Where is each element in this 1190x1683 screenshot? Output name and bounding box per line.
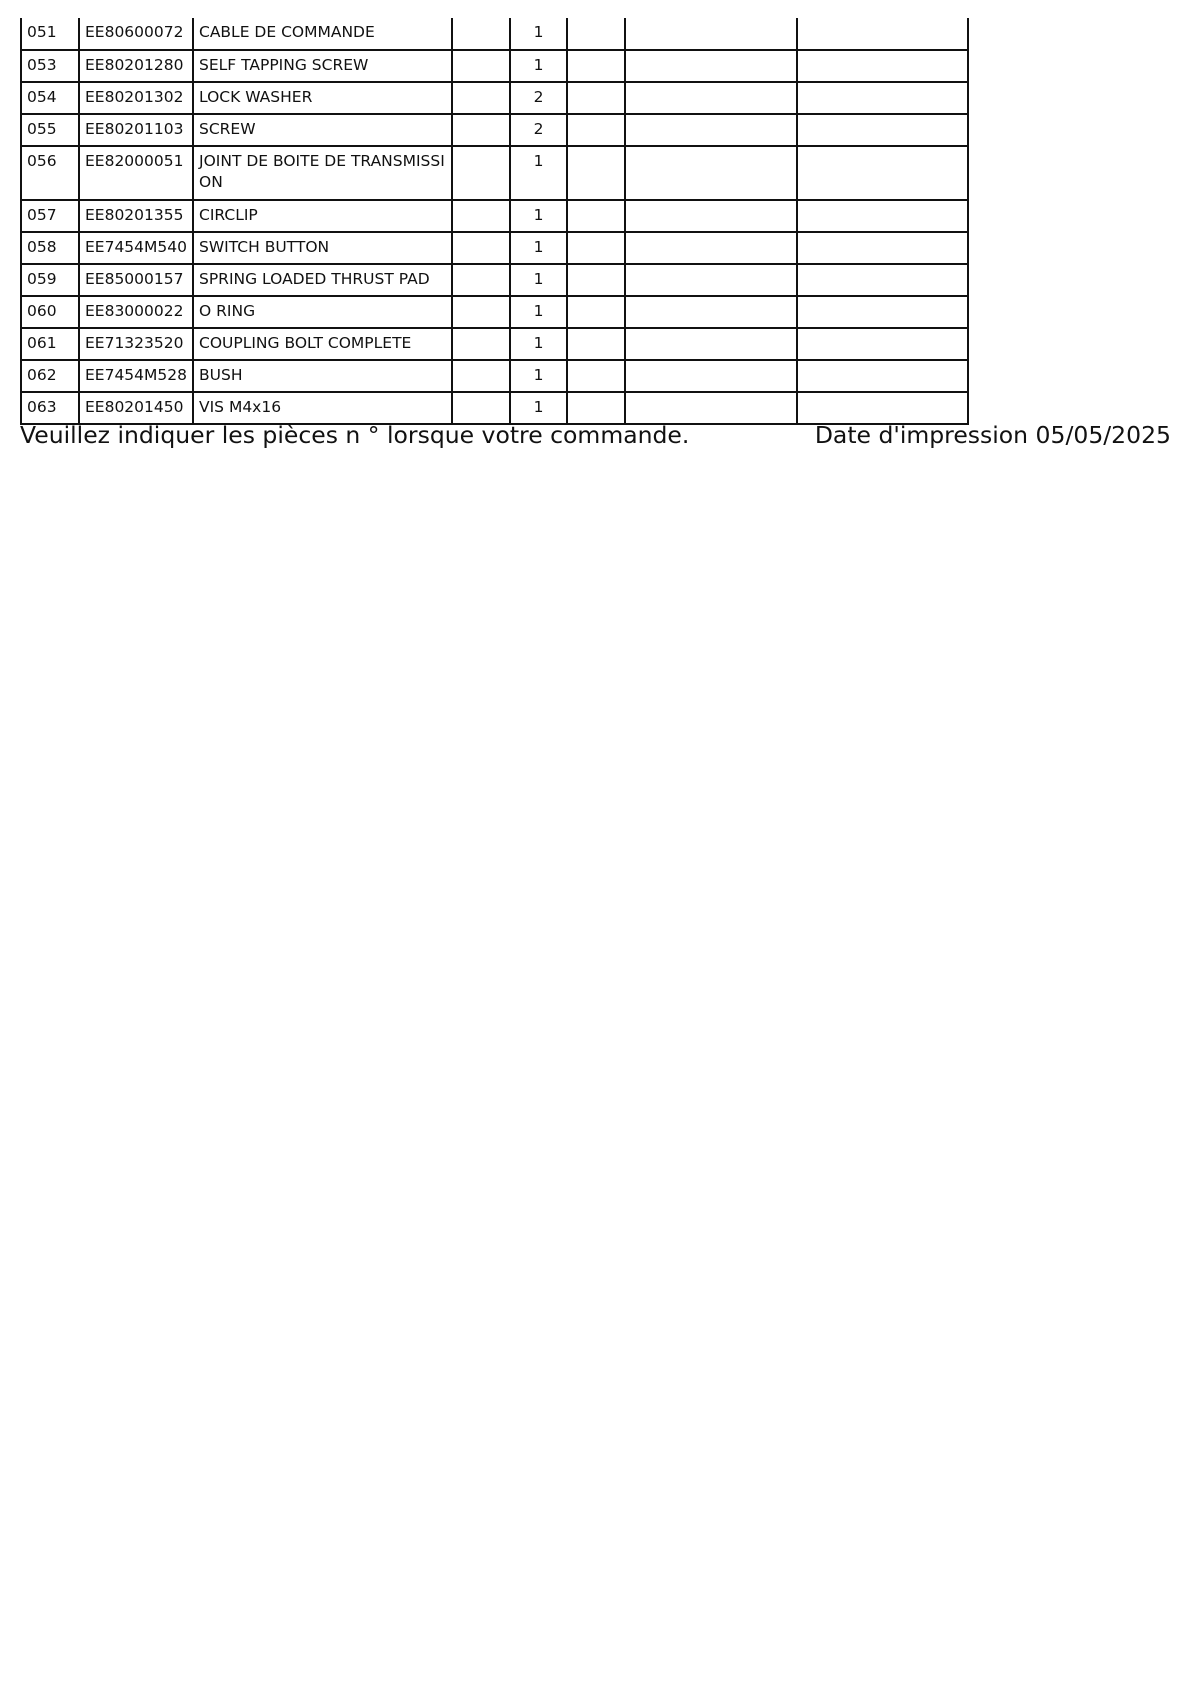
description-cell: VIS M4x16 [193, 392, 452, 424]
empty-cell [452, 50, 510, 82]
part-number-cell: 057 [21, 200, 79, 232]
empty-cell [797, 392, 968, 424]
empty-cell [452, 146, 510, 200]
empty-cell [452, 296, 510, 328]
empty-cell [625, 200, 797, 232]
part-number-cell: 060 [21, 296, 79, 328]
empty-cell [625, 146, 797, 200]
description-cell: JOINT DE BOITE DE TRANSMISSION [193, 146, 452, 200]
empty-cell [452, 114, 510, 146]
empty-cell [797, 264, 968, 296]
quantity-cell: 1 [510, 264, 567, 296]
empty-cell [567, 200, 625, 232]
quantity-cell: 1 [510, 360, 567, 392]
empty-cell [452, 328, 510, 360]
table-row [21, 296, 968, 328]
quantity-cell: 1 [510, 146, 567, 200]
reference-cell: EE80201280 [79, 50, 193, 82]
table-row [21, 114, 968, 146]
empty-cell [452, 264, 510, 296]
quantity-cell: 1 [510, 296, 567, 328]
empty-cell [625, 82, 797, 114]
empty-cell [625, 264, 797, 296]
quantity-cell: 1 [510, 18, 567, 50]
description-cell: CABLE DE COMMANDE [193, 18, 452, 50]
part-number-cell: 058 [21, 232, 79, 264]
reference-cell: EE80201302 [79, 82, 193, 114]
empty-cell [797, 18, 968, 50]
quantity-cell: 2 [510, 114, 567, 146]
empty-cell [625, 360, 797, 392]
empty-cell [452, 200, 510, 232]
description-cell: LOCK WASHER [193, 82, 452, 114]
part-number-cell: 055 [21, 114, 79, 146]
empty-cell [797, 328, 968, 360]
table-row [21, 146, 968, 200]
quantity-cell: 1 [510, 328, 567, 360]
part-number-cell: 063 [21, 392, 79, 424]
table-row [21, 18, 968, 50]
quantity-cell: 2 [510, 82, 567, 114]
order-instruction-note: Veuillez indiquer les pièces n ° lorsque votre commande. [20, 421, 690, 449]
empty-cell [797, 50, 968, 82]
table-row [21, 232, 968, 264]
empty-cell [797, 360, 968, 392]
part-number-cell: 061 [21, 328, 79, 360]
empty-cell [625, 50, 797, 82]
empty-cell [567, 18, 625, 50]
quantity-cell: 1 [510, 200, 567, 232]
reference-cell: EE85000157 [79, 264, 193, 296]
empty-cell [625, 232, 797, 264]
reference-cell: EE80201450 [79, 392, 193, 424]
empty-cell [567, 114, 625, 146]
description-cell: SWITCH BUTTON [193, 232, 452, 264]
empty-cell [567, 296, 625, 328]
empty-cell [452, 360, 510, 392]
empty-cell [452, 392, 510, 424]
table-row [21, 360, 968, 392]
print-date: Date d'impression 05/05/2025 [814, 421, 1171, 449]
part-number-cell: 056 [21, 146, 79, 200]
empty-cell [797, 232, 968, 264]
reference-cell: EE7454M528 [79, 360, 193, 392]
table-row [21, 392, 968, 424]
reference-cell: EE80600072 [79, 18, 193, 50]
empty-cell [797, 114, 968, 146]
reference-cell: EE83000022 [79, 296, 193, 328]
empty-cell [625, 18, 797, 50]
empty-cell [567, 232, 625, 264]
empty-cell [567, 146, 625, 200]
empty-cell [625, 296, 797, 328]
empty-cell [797, 82, 968, 114]
description-cell: COUPLING BOLT COMPLETE [193, 328, 452, 360]
parts-table [20, 18, 969, 425]
empty-cell [625, 392, 797, 424]
table-row [21, 264, 968, 296]
parts-table-body [21, 18, 968, 424]
quantity-cell: 1 [510, 232, 567, 264]
empty-cell [452, 232, 510, 264]
empty-cell [567, 82, 625, 114]
reference-cell: EE7454M540 [79, 232, 193, 264]
part-number-cell: 059 [21, 264, 79, 296]
reference-cell: EE82000051 [79, 146, 193, 200]
empty-cell [452, 82, 510, 114]
part-number-cell: 054 [21, 82, 79, 114]
empty-cell [452, 18, 510, 50]
description-cell: SPRING LOADED THRUST PAD [193, 264, 452, 296]
reference-cell: EE80201355 [79, 200, 193, 232]
quantity-cell: 1 [510, 50, 567, 82]
description-cell: CIRCLIP [193, 200, 452, 232]
description-cell: O RING [193, 296, 452, 328]
table-row [21, 50, 968, 82]
empty-cell [797, 296, 968, 328]
reference-cell: EE71323520 [79, 328, 193, 360]
part-number-cell: 062 [21, 360, 79, 392]
empty-cell [625, 114, 797, 146]
empty-cell [567, 328, 625, 360]
reference-cell: EE80201103 [79, 114, 193, 146]
empty-cell [797, 200, 968, 232]
description-cell: BUSH [193, 360, 452, 392]
table-row [21, 328, 968, 360]
description-cell: SCREW [193, 114, 452, 146]
empty-cell [567, 360, 625, 392]
empty-cell [567, 264, 625, 296]
part-number-cell: 051 [21, 18, 79, 50]
part-number-cell: 053 [21, 50, 79, 82]
empty-cell [797, 146, 968, 200]
table-row [21, 200, 968, 232]
description-cell: SELF TAPPING SCREW [193, 50, 452, 82]
empty-cell [567, 50, 625, 82]
empty-cell [567, 392, 625, 424]
table-row [21, 82, 968, 114]
quantity-cell: 1 [510, 392, 567, 424]
empty-cell [625, 328, 797, 360]
